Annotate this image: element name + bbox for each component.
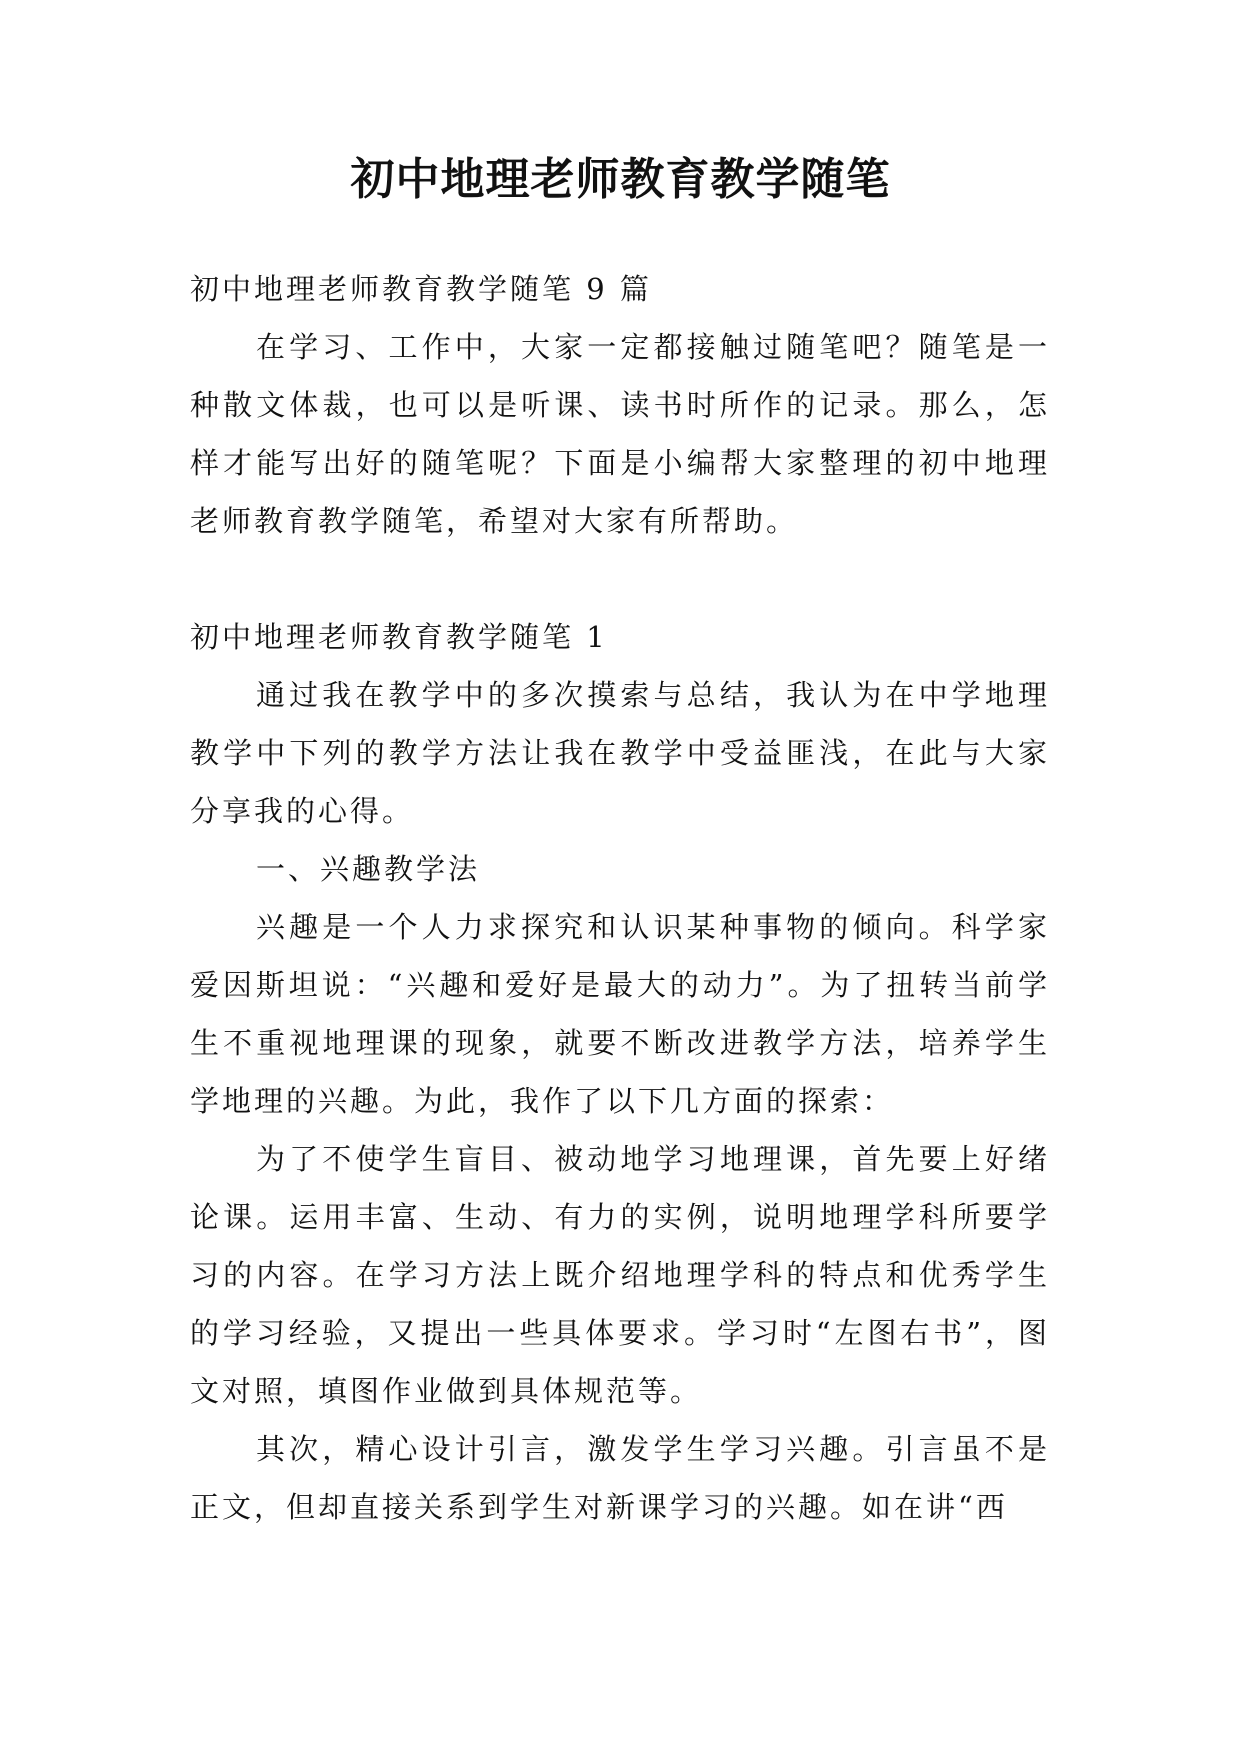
body-paragraph: 为了不使学生盲目、被动地学习地理课，首先要上好绪论课。运用丰富、生动、有力的实例，说明地理学科所要学习的内容。在学习方法上既介绍地理学科的特点和优秀学生的学习经验，又提出一些具体要求。学习时“左图右书”，图文对照，填图作业做到具体规范等。 — [190, 1142, 1050, 1408]
collection-subtitle: 初中地理老师教育教学随笔 9 篇 — [190, 272, 652, 306]
subsection-heading: 一、兴趣教学法 — [256, 852, 481, 886]
body-paragraph: 通过我在教学中的多次摸索与总结，我认为在中学地理教学中下列的教学方法让我在教学中受益匪浅，在此与大家分享我的心得。 — [190, 678, 1050, 828]
document-body — [190, 260, 1050, 1536]
body-paragraph: 兴趣是一个人力求探究和认识某种事物的倾向。科学家爱因斯坦说：“兴趣和爱好是最大的动力”。为了扭转当前学生不重视地理课的现象，就要不断改进教学方法，培养学生学地理的兴趣。为此，我作了以下几方面的探索： — [190, 910, 1050, 1118]
intro-paragraph: 在学习、工作中，大家一定都接触过随笔吧？随笔是一种散文体裁，也可以是听课、读书时所作的记录。那么，怎样才能写出好的随笔呢？下面是小编帮大家整理的初中地理老师教育教学随笔，希望对大家有所帮助。 — [190, 330, 1050, 538]
blank-line — [190, 550, 1050, 608]
body-paragraph: 其次，精心设计引言，激发学生学习兴趣。引言虽不是正文，但却直接关系到学生对新课学习的兴趣。如在讲“西 — [190, 1432, 1050, 1524]
section-heading: 初中地理老师教育教学随笔 1 — [190, 620, 608, 654]
document-title: 初中地理老师教育教学随笔 — [350, 154, 891, 205]
